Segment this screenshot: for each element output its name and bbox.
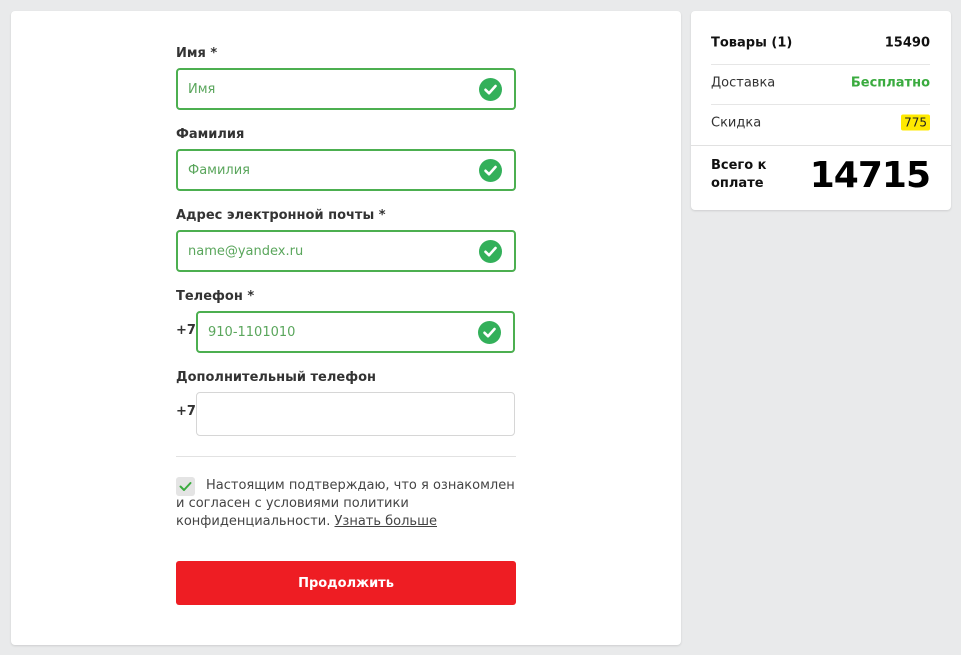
phone-label: Телефон *: [176, 289, 255, 304]
agreement-text-block: [176, 477, 516, 531]
phone-field[interactable]: [196, 311, 515, 353]
discount-badge: 775: [901, 115, 930, 131]
delivery-label: Доставка: [711, 75, 776, 91]
first-name-label: Имя *: [176, 46, 218, 61]
agreement-text: Настоящим подтверждаю, что я ознакомлен и согласен с условиями политики конфиденциальности.: [176, 478, 515, 529]
email-input[interactable]: [188, 232, 448, 270]
order-summary-card: [691, 11, 951, 210]
last-name-field[interactable]: [176, 149, 516, 191]
extra-phone-input[interactable]: [207, 393, 467, 435]
total-value: 14715: [809, 155, 930, 196]
last-name-input[interactable]: [188, 151, 448, 189]
extra-phone-label: Дополнительный телефон: [176, 370, 377, 385]
phone-prefix: +7: [176, 323, 196, 338]
total-label: Всего к оплате: [711, 158, 767, 191]
continue-button[interactable]: Продолжить: [176, 561, 516, 605]
summary-row-discount: [711, 103, 930, 143]
order-form-card: [11, 11, 681, 645]
check-icon: [479, 159, 502, 182]
summary-row-items: [711, 23, 930, 63]
last-name-label: Фамилия: [176, 127, 245, 142]
items-value: 15490: [884, 35, 930, 51]
total-divider: [691, 145, 951, 146]
items-label: Товары (1): [711, 35, 793, 51]
summary-row-delivery: [711, 63, 930, 103]
first-name-input[interactable]: [188, 70, 448, 108]
divider: [176, 456, 516, 457]
email-field[interactable]: [176, 230, 516, 272]
check-icon: [479, 240, 502, 263]
extra-phone-prefix: +7: [176, 404, 196, 419]
first-name-field[interactable]: [176, 68, 516, 110]
extra-phone-field[interactable]: [196, 392, 515, 436]
learn-more-link[interactable]: Узнать больше: [334, 514, 437, 529]
email-label: Адрес электронной почты *: [176, 208, 386, 223]
check-icon: [479, 78, 502, 101]
discount-label: Скидка: [711, 115, 762, 131]
check-icon: [478, 321, 501, 344]
delivery-value: Бесплатно: [850, 75, 930, 91]
phone-input[interactable]: [208, 313, 468, 351]
